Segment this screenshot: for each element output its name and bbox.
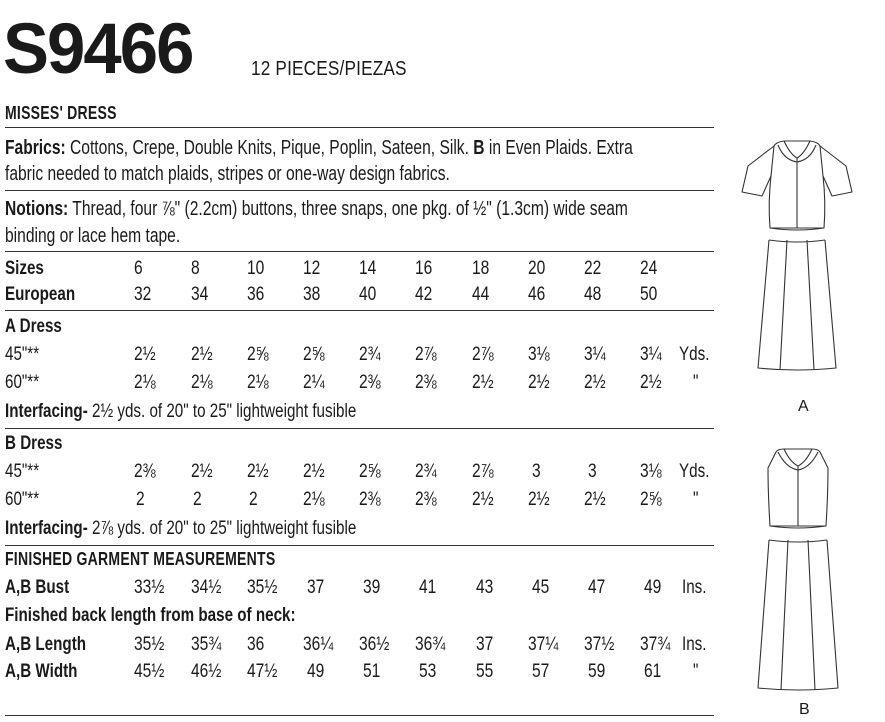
yardage-cell: 2⅜ [134,461,156,482]
size-cell: 8 [191,258,200,279]
measurement-cell: 37 [307,577,325,598]
measurement-cell: 35½ [247,577,278,598]
fabric-width-label: 45"** [5,461,40,482]
divider [5,127,714,128]
divider [5,715,714,716]
fabric-width-label: 45"** [5,344,40,365]
measurement-cell: 37¾ [640,634,671,655]
size-cell: 16 [415,258,433,279]
european-cell: 34 [191,284,209,305]
fabric-width-label: 60"** [5,489,40,510]
divider [5,428,714,429]
divider [5,190,714,191]
yardage-cell: 2⅜ [415,372,437,393]
notions-line-1 [5,196,628,222]
yardage-cell: 2½ [528,372,550,393]
notions-line-2: binding or lace hem tape. [5,225,181,247]
yardage-cell: 2⅝ [247,344,269,365]
yardage-cell: 3 [588,461,597,482]
a-dress-45-row [5,344,715,369]
yardage-cell: 2½ [191,461,213,482]
size-cell: 10 [247,258,265,279]
yardage-cell: 2½ [472,372,494,393]
yardage-cell: 2 [193,489,202,510]
sizes-row [5,258,715,283]
european-cell: 40 [359,284,377,305]
pattern-number: S9466 [3,10,193,89]
b-dress-label: B Dress [5,433,63,454]
yardage-cell: 2¼ [303,372,325,393]
yardage-cell: 2⅝ [303,344,325,365]
measurement-cell: 33½ [134,577,165,598]
a-dress-label: A Dress [5,316,62,337]
fabrics-label: Fabrics: [5,137,66,159]
yardage-cell: 2½ [134,344,156,365]
sizes-label: Sizes [5,258,44,279]
measurement-cell: 36½ [359,634,390,655]
length-row [5,634,715,659]
yardage-cell: 2⅜ [415,489,437,510]
fabrics-line-2: fabric needed to match plaids, stripes or one-way design fabrics. [5,163,450,185]
measurement-cell: 49 [644,577,662,598]
measurement-cell: 36 [247,634,265,655]
b-dress-60-row [5,489,715,514]
divider [5,310,714,311]
fabrics-line-1 [5,135,633,161]
fabric-width-label: 60"** [5,372,40,393]
yardage-cell: 2½ [472,489,494,510]
garment-title: MISSES' DRESS [5,103,117,123]
yardage-cell: 2⅜ [359,372,381,393]
unit-label: Ins. [682,577,707,598]
european-row [5,284,715,309]
measurement-cell: 49 [307,661,325,682]
measurement-cell: 45 [532,577,550,598]
length-label: A,B Length [5,634,87,655]
measurement-cell: 39 [363,577,381,598]
fabrics-text-end: in Even Plaids. Extra [484,137,633,159]
size-cell: 24 [640,258,658,279]
measurement-cell: 46½ [191,661,222,682]
notions-text: Thread, four ⅞" (2.2cm) buttons, three snaps, one pkg. of ½" (1.3cm) wide seam [68,198,628,220]
measurement-cell: 41 [419,577,437,598]
a-interfacing-note [5,401,356,423]
size-cell: 14 [359,258,377,279]
notions-label: Notions: [5,198,69,220]
a-dress-heading-row [5,316,715,341]
yardage-cell: 3¼ [640,344,662,365]
measurement-cell: 37¼ [528,634,559,655]
yardage-cell: 2⅜ [359,489,381,510]
yardage-cell: 3⅛ [528,344,550,365]
yardage-cell: 3 [532,461,541,482]
unit-label: Ins. [682,634,707,655]
view-b-label: B [799,701,810,718]
size-cell: 20 [528,258,546,279]
unit-label: " [693,372,699,393]
measurement-cell: 36¾ [415,634,446,655]
european-cell: 36 [247,284,265,305]
yardage-cell: 2⅝ [640,489,662,510]
fabrics-text: Cottons, Crepe, Double Knits, Pique, Poplin, Sateen, Silk. [65,137,474,159]
measurement-cell: 34½ [191,577,222,598]
measurement-cell: 61 [644,661,662,682]
pieces-count: 12 PIECES/PIEZAS [251,58,407,80]
b-interfacing-note [5,518,356,540]
measurement-cell: 35½ [134,634,165,655]
measurement-cell: 35¾ [191,634,222,655]
yardage-cell: 2½ [640,372,662,393]
yardage-cell: 2½ [584,489,606,510]
european-cell: 48 [584,284,602,305]
yardage-cell: 2⅛ [247,372,269,393]
finished-measurements-heading: FINISHED GARMENT MEASUREMENTS [5,549,276,569]
size-cell: 22 [584,258,602,279]
yardage-cell: 3¼ [584,344,606,365]
measurement-cell: 47 [588,577,606,598]
measurement-cell: 43 [476,577,494,598]
fabrics-view-b: B [473,137,485,159]
size-cell: 18 [472,258,490,279]
unit-label: " [693,489,699,510]
yardage-cell: 2⅛ [303,489,325,510]
divider [5,251,714,252]
view-a-label: A [798,398,809,415]
yardage-cell: 2¾ [415,461,437,482]
european-cell: 38 [303,284,321,305]
measurement-cell: 57 [532,661,550,682]
unit-label: Yds. [679,344,710,365]
yardage-cell: 2⅞ [415,344,437,365]
interfacing-label: Interfacing- [5,518,88,539]
yardage-cell: 2 [136,489,145,510]
yardage-cell: 2½ [528,489,550,510]
bust-label: A,B Bust [5,577,70,598]
yardage-cell: 3⅛ [640,461,662,482]
measurement-cell: 36¼ [303,634,334,655]
unit-label: " [693,661,699,682]
european-cell: 44 [472,284,490,305]
yardage-cell: 2½ [303,461,325,482]
yardage-cell: 2 [249,489,258,510]
european-label: European [5,284,76,305]
interfacing-label: Interfacing- [5,401,88,422]
size-cell: 6 [134,258,143,279]
yardage-cell: 2¾ [359,344,381,365]
measurement-cell: 53 [419,661,437,682]
measurement-cell: 37 [476,634,494,655]
yardage-cell: 2½ [247,461,269,482]
a-dress-60-row [5,372,715,397]
divider [5,545,714,546]
unit-label: Yds. [679,461,710,482]
interfacing-text: 2½ yds. of 20" to 25" lightweight fusible [87,401,357,422]
european-cell: 46 [528,284,546,305]
yardage-cell: 2⅞ [472,344,494,365]
european-cell: 50 [640,284,658,305]
yardage-cell: 2⅝ [359,461,381,482]
yardage-cell: 2½ [584,372,606,393]
dress-b-illustration [748,446,848,696]
european-cell: 42 [415,284,433,305]
b-dress-45-row [5,461,715,486]
width-row [5,661,715,686]
measurement-cell: 45½ [134,661,165,682]
back-length-label: Finished back length from base of neck: [5,605,296,626]
measurement-cell: 37½ [584,634,615,655]
size-cell: 12 [303,258,321,279]
measurement-cell: 55 [476,661,494,682]
bust-row [5,577,715,602]
yardage-cell: 2⅛ [191,372,213,393]
yardage-cell: 2⅞ [472,461,494,482]
dress-a-illustration [738,136,856,376]
measurement-cell: 47½ [247,661,278,682]
interfacing-text: 2⅞ yds. of 20" to 25" lightweight fusible [87,518,357,539]
european-cell: 32 [134,284,152,305]
b-dress-heading-row [5,433,715,458]
width-label: A,B Width [5,661,78,682]
measurement-cell: 51 [363,661,381,682]
measurement-cell: 59 [588,661,606,682]
yardage-cell: 2½ [191,344,213,365]
yardage-cell: 2⅛ [134,372,156,393]
